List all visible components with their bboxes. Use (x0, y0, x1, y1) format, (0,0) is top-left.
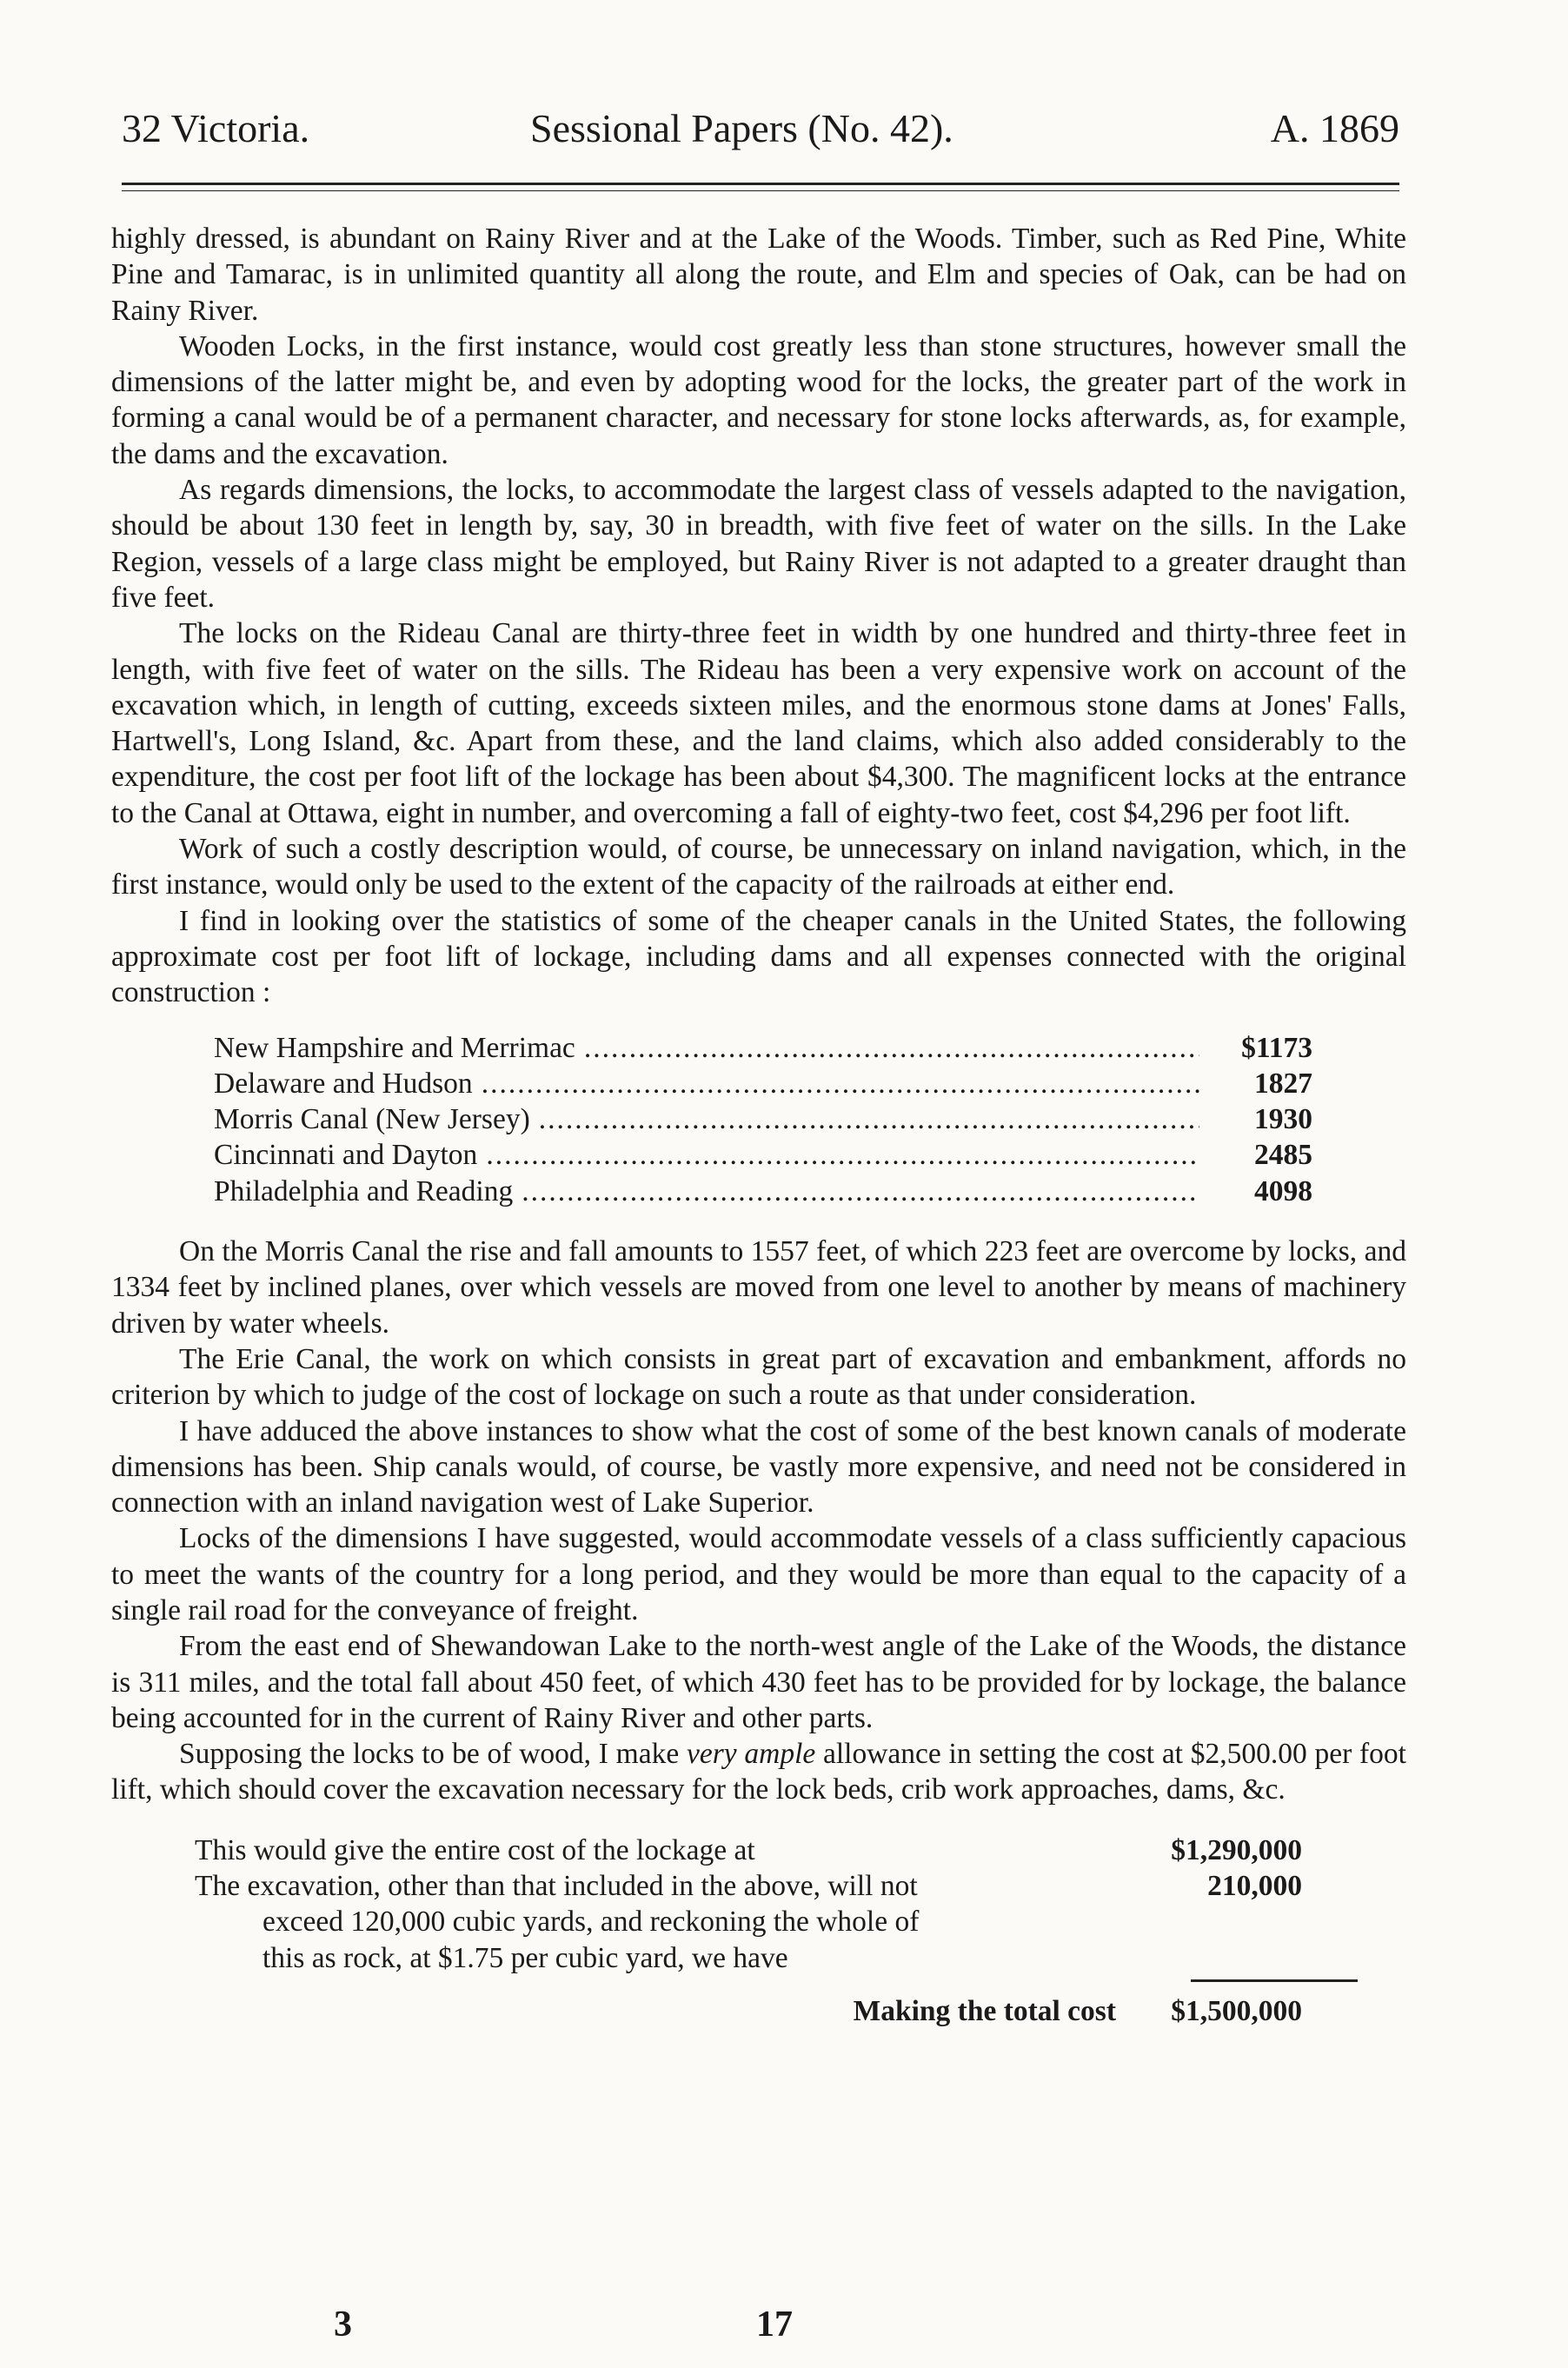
canal-name: Delaware and Hudson (214, 1067, 473, 1100)
header-rule-thin (122, 190, 1399, 191)
table-row (214, 1066, 1312, 1101)
running-header (122, 103, 1399, 155)
total-label (195, 1992, 1116, 2031)
header-session: 32 Victoria. (122, 106, 310, 150)
calc-label: The excavation, other than that included in the above, will not (195, 1870, 918, 1903)
body-text (111, 221, 1406, 2031)
paragraph-part: allowance in setting the cost at $2,500.00 per foot lift, which should cover the excavation necessary for the lock beds, crib work approaches, dams, &c. (111, 1738, 1406, 1806)
signature-mark: 3 (334, 2305, 352, 2345)
total-row (195, 1992, 1406, 2031)
paragraph: The Erie Canal, the work on which consists in great part of excavation and embankment, affords no criterion by which to judge of the cost of lockage on such a route as that under consideration. (111, 1342, 1406, 1412)
header-rule-thick (122, 183, 1399, 185)
calc-row (195, 1868, 1406, 1976)
leader-dots (539, 1101, 1199, 1137)
calc-value: 210,000 (1207, 1870, 1302, 1903)
canal-cost: 1930 (1254, 1103, 1312, 1136)
paragraph: From the east end of Shewandowan Lake to the north-west angle of the Lake of the Woods, the distance is 311 miles, and the total fall about 450 feet, of which 430 feet has to be provided for by lockage, the balance being accounted for in the current of Rainy River and other parts. (111, 1630, 1406, 1734)
paragraph: Work of such a costly description would, of course, be unnecessary on inland navigation, which, in the first instance, would only be used to the extent of the capacity of the railroads at either end. (111, 833, 1406, 901)
canal-cost: 4098 (1254, 1174, 1312, 1207)
canal-cost: 1827 (1254, 1067, 1312, 1100)
page-number: 17 (756, 2305, 793, 2345)
canal-name: Philadelphia and Reading (214, 1174, 514, 1207)
paragraph-part: Supposing the locks to be of wood, I make (179, 1738, 687, 1771)
leader-dots (482, 1066, 1199, 1101)
header-year: A. 1869 (1270, 106, 1399, 150)
emphasis: very ample (686, 1738, 816, 1771)
paragraph: Wooden Locks, in the first instance, would cost greatly less than stone structures, however small the dimensions of the latter might be, and even by adopting wood for the locks, the greater part of the work in forming a canal would be of a permanent character, and necessary for stone locks afterwards, as, for example, the dams and the excavation. (111, 329, 1406, 470)
table-row (214, 1030, 1312, 1066)
paragraph (111, 1736, 1406, 1808)
total-value: $1,500,000 (1171, 1994, 1302, 2027)
header-title: Sessional Papers (No. 42). (530, 106, 953, 150)
table-row (214, 1137, 1312, 1173)
leader-dots (584, 1030, 1199, 1066)
sum-rule (1191, 1979, 1358, 1982)
canal-name: New Hampshire and Merrimac (214, 1031, 575, 1064)
paragraph: On the Morris Canal the rise and fall amounts to 1557 feet, of which 223 feet are overcome by locks, and 1334 feet by inclined planes, over which vessels are moved from one level to another by means of machinery driven by water wheels. (111, 1235, 1406, 1340)
calc-label: This would give the entire cost of the lockage at (195, 1833, 755, 1866)
calc-label: exceed 120,000 cubic yards, and reckoning the whole of (262, 1906, 920, 1939)
table-row (214, 1174, 1312, 1209)
paragraph: Locks of the dimensions I have suggested, would accommodate vessels of a class sufficiently capacious to meet the wants of the country for a long period, and they would be more than equal to the capacity of a single rail road for the conveyance of freight. (111, 1522, 1406, 1626)
paragraph: The locks on the Rideau Canal are thirty-three feet in width by one hundred and thirty-three feet in length, with five feet of water on the sills. The Rideau has been a very expensive work on account of the excavation which, in length of cutting, exceeds sixteen miles, and the enormous stone dams at Jones' Falls, Hartwell's, Long Island, &c. Apart from these, and the land claims, which also added considerably to the expenditure, the cost per foot lift of the lockage has been about $4,300. The magnificent locks at the entrance to the Canal at Ottawa, eight in number, and overcoming a fall of eighty-two feet, cost $4,296 per foot lift. (111, 617, 1406, 829)
paragraph: I have adduced the above instances to show what the cost of some of the best known canals of moderate dimensions has been. Ship canals would, of course, be vastly more expensive, and need not be considered in connection with an inland navigation west of Lake Superior. (111, 1414, 1406, 1520)
calc-label-group (195, 1868, 1116, 1976)
canal-name: Morris Canal (New Jersey) (214, 1103, 530, 1136)
paragraph: highly dressed, is abundant on Rainy River and at the Lake of the Woods. Timber, such as Red Pine, White Pine and Tamarac, is in unlimited quantity all along the route, and Elm and species of Oak, can be had on Rainy River. (111, 223, 1406, 327)
paragraph: As regards dimensions, the locks, to accommodate the largest class of vessels adapted to the navigation, should be about 130 feet in length by, say, 30 in breadth, with five feet of water on the sills. In the Lake Region, vessels of a large class might be employed, but Rainy River is not adapted to a greater draught than five feet. (111, 474, 1406, 614)
leader-dots (486, 1137, 1199, 1173)
cost-calculation (111, 1833, 1406, 2031)
canal-cost: 2485 (1254, 1139, 1312, 1172)
leader-dots (522, 1174, 1199, 1209)
canal-name: Cincinnati and Dayton (214, 1139, 478, 1172)
table-row (214, 1101, 1312, 1137)
calc-row (195, 1833, 1406, 1868)
paragraph: I find in looking over the statistics of some of the cheaper canals in the United States, the following approximate cost per foot lift of lockage, including dams and all expenses connected with the original construction : (111, 904, 1406, 1009)
total-label-text: Making the total cost (853, 1994, 1116, 2027)
canal-cost-table (111, 1030, 1312, 1209)
calc-label: this as rock, at $1.75 per cubic yard, we have (262, 1941, 788, 1974)
calc-value: $1,290,000 (1171, 1833, 1302, 1866)
canal-cost: $1173 (1241, 1031, 1312, 1064)
